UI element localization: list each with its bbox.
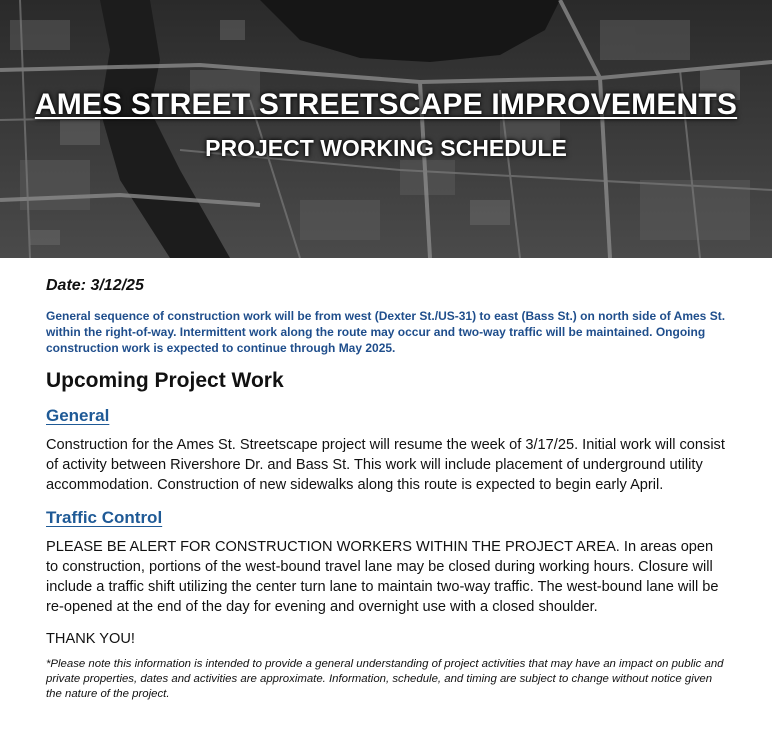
- date-line: Date: 3/12/25: [46, 277, 144, 294]
- disclaimer-note: *Please note this information is intended to provide a general understanding of project activities that may have an impact on public and private properties, dates and activities are approximate. Information, schedule, and timing are subject to change without notice given the nature of the project.: [46, 658, 724, 700]
- banner-title: AMES STREET STREETSCAPE IMPROVEMENTS: [34, 88, 738, 121]
- traffic-control-paragraph: PLEASE BE ALERT FOR CONSTRUCTION WORKERS WITHIN THE PROJECT AREA. In areas open to construction, portions of the west-bound travel lane may be closed during working hours. Closure will include a traffic shift utilizing the center turn lane to maintain two-way traffic. The west-bound lane will be re-opened at the end of the day for evening and overnight use with a closed shoulder.: [46, 539, 719, 615]
- aerial-map-image: [0, 0, 772, 258]
- aerial-banner: [0, 0, 772, 258]
- general-heading: General: [46, 406, 110, 425]
- thank-you-text: THANK YOU!: [46, 631, 135, 647]
- intro-paragraph: General sequence of construction work will be from west (Dexter St./US-31) to east (Bass St.) on north side of Ames St. within the right-of-way. Intermittent work along the route may occur and two-way traffic will be maintained. Ongoing construction work is expected to continue through May 2025.: [46, 309, 726, 355]
- section-heading: Upcoming Project Work: [46, 369, 284, 392]
- banner-subtitle: PROJECT WORKING SCHEDULE: [205, 135, 567, 161]
- traffic-control-heading: Traffic Control: [46, 508, 163, 527]
- general-paragraph: Construction for the Ames St. Streetscape project will resume the week of 3/17/25. Initial work will consist of activity between Rivershore Dr. and Bass St. This work will include placement of underground utility accommodation. Construction of new sidewalks along this route is expected to begin early April.: [46, 437, 725, 493]
- document-body: [46, 258, 726, 702]
